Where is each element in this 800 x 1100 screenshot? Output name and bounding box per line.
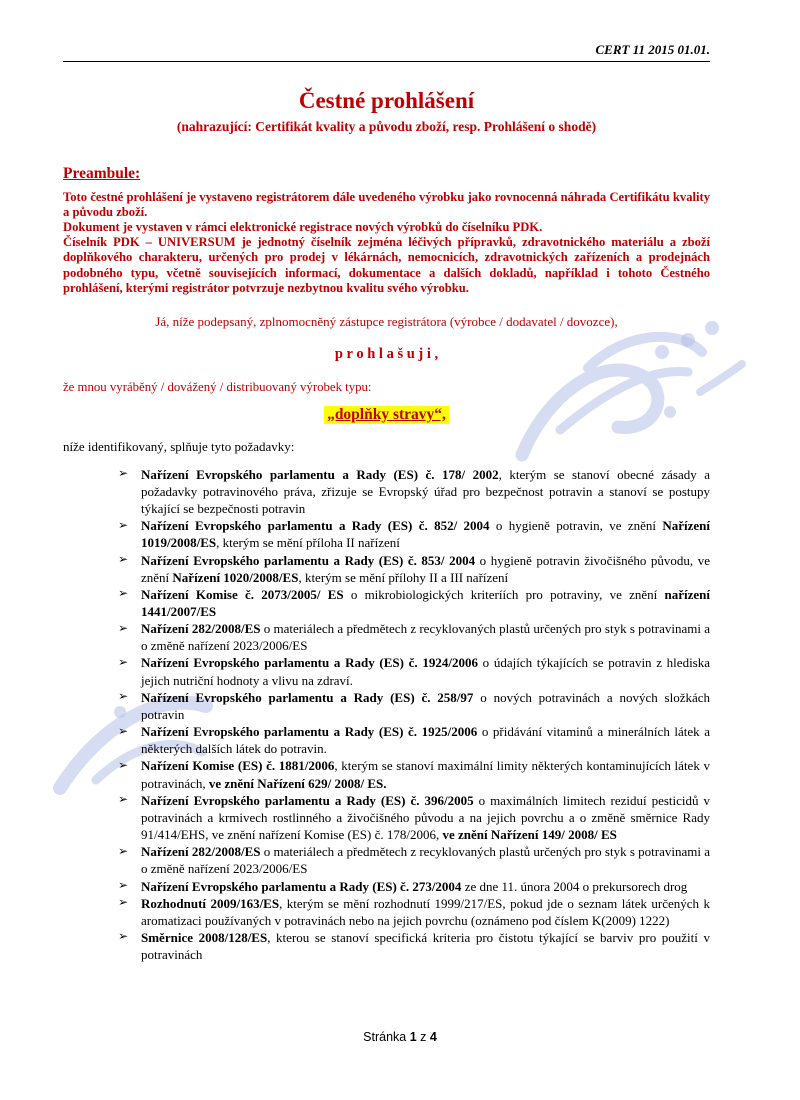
requirement-text-segment: , kterým se mění přílohy II a III nařízení (298, 569, 509, 585)
requirement-text-segment: Nařízení 282/2008/ES (141, 621, 261, 637)
declaration-intro: Já, níže podepsaný, zplnomocněný zástupce registrátora (výrobce / dodavatel / dovozce), (155, 313, 618, 329)
product-line: že mnou vyráběný / dovážený / distribuovaný výrobek typu: (63, 379, 372, 394)
requirement-item (118, 757, 710, 791)
requirement-text-segment: Nařízení Evropského parlamentu a Rady (ES) č. 258/97 (141, 689, 474, 705)
requirement-text-segment: Rozhodnutí 2009/163/ES (141, 895, 280, 911)
requirement-text-segment: Nařízení Komise (ES) č. 1881/2006 (141, 758, 335, 774)
list-bullet-icon: ➢ (118, 517, 129, 532)
list-bullet-icon: ➢ (118, 466, 129, 481)
requirements-list (118, 466, 710, 964)
list-bullet-icon: ➢ (118, 929, 129, 944)
requirement-item (118, 723, 710, 757)
requirement-item (118, 792, 710, 843)
list-bullet-icon: ➢ (118, 792, 129, 807)
requirement-text-segment: Nařízení Evropského parlamentu a Rady (ES) č. 396/2005 (141, 792, 474, 808)
footer-page-number: 1 (409, 1030, 417, 1044)
preamble-paragraph-2: Dokument je vystaven v rámci elektronické registrace nových výrobků do číselníku PDK. (63, 220, 543, 235)
requirement-item (118, 517, 710, 551)
preamble-paragraph-3: Číselník PDK – UNIVERSUM je jednotný číselník zejména léčivých přípravků, zdravotnického materiálu a zboží doplňkového charakteru, určených pro prodej v lékárnách, nemocnicích, zdravotnických zařízeních a prodejnách podobného typu, včetně souvisejících informací, dokumentace a dalších dokladů, například i tohoto Čestného prohlášení, kterými registrátor potvrzuje nezbytnou kvalitu svého výrobku. (63, 235, 710, 295)
list-bullet-icon: ➢ (118, 895, 129, 910)
requirement-text-segment: ve znění Nařízení 629/ 2008/ ES. (208, 775, 387, 791)
requirement-text-segment: Nařízení Evropského parlamentu a Rady (ES) č. 273/2004 (141, 878, 462, 894)
requirement-text-segment: o nových potravinách a nových složkách potravin (141, 689, 711, 722)
declaration-verb: p r o h l a š u j i , (334, 345, 439, 362)
requirement-text-segment: o mikrobiologických kriteríích pro potraviny, ve znění (343, 586, 665, 602)
product-type-wrap (63, 406, 710, 424)
requirement-text-segment: , kterým se stanoví obecné zásady a požadavky potravinového práva, zřizuje se Evropský úřad pro bezpečnost potravin a stanoví se postupy týkající se bezpečnosti potravin (141, 466, 711, 517)
list-bullet-icon: ➢ (118, 843, 129, 858)
document-content (63, 42, 710, 963)
requirement-text-segment: Nařízení Evropského parlamentu a Rady (ES) č. 1925/2006 (141, 724, 478, 740)
document-subtitle: (nahrazující: Certifikát kvality a původu zboží, resp. Prohlášení o shodě) (176, 119, 597, 134)
list-bullet-icon: ➢ (118, 586, 129, 601)
list-bullet-icon: ➢ (118, 878, 129, 893)
requirement-item (118, 552, 710, 586)
requirement-text-segment: o maximálních limitech reziduí pesticidů v potravinách a krmivech rostlinného a živočišného původu a na jejich povrchu a o změně směrnice Rady 91/414/EHS, ve znění nařízení Komise (ES) č. 178/2006, (141, 792, 711, 843)
list-bullet-icon: ➢ (118, 620, 129, 635)
document-title: Čestné prohlášení (298, 88, 475, 113)
requirement-text-segment: o údajích týkajících se potravin z hlediska jejich nutriční hodnoty a vlivu na zdraví. (141, 655, 711, 688)
requirement-text-segment: ze dne 11. února 2004 o prekursorech drog (461, 878, 688, 894)
requirement-text-segment: o materiálech a předmětech z recyklovaných plastů určených pro styk s potravinami a o změně nařízení 2023/2006/ES (141, 621, 710, 654)
requirement-item (118, 586, 710, 620)
requirements-intro: níže identifikovaný, splňuje tyto požadavky: (63, 438, 295, 454)
requirement-item (118, 620, 710, 654)
requirement-item (118, 895, 710, 929)
requirement-item (118, 843, 710, 877)
product-type-highlight: „doplňky stravy“, (324, 406, 449, 424)
requirement-text-segment: , kterým se stanoví maximální limity některých kontaminujících látek v potravinách, (141, 758, 710, 791)
requirement-text-segment: Nařízení 282/2008/ES (141, 844, 261, 860)
requirement-item (118, 929, 710, 963)
requirement-text-segment: Směrnice 2008/128/ES (141, 929, 268, 945)
list-bullet-icon: ➢ (118, 689, 129, 704)
preamble-block (63, 190, 710, 296)
preamble-heading: Preambule: (63, 165, 141, 182)
list-bullet-icon: ➢ (118, 723, 129, 738)
requirement-text-segment: Nařízení Evropského parlamentu a Rady (ES) č. 178/ 2002 (141, 466, 499, 482)
footer-separator: z (416, 1030, 430, 1044)
page-footer (0, 1030, 800, 1044)
requirement-text-segment: , kterým se mění příloha II nařízení (216, 535, 400, 551)
doc-code: CERT 11 2015 01.01. (595, 42, 710, 57)
requirement-text-segment: Nařízení Evropského parlamentu a Rady (ES) č. 853/ 2004 (141, 552, 476, 568)
requirement-text-segment: o přidávání vitaminů a minerálních látek a některých dalších látek do potravin. (141, 724, 711, 757)
requirement-text-segment: o hygieně potravin živočišného původu, ve znění (141, 552, 711, 585)
requirement-text-segment: Nařízení 1020/2008/ES (172, 569, 299, 585)
requirement-text-segment: o materiálech a předmětech z recyklovaných plastů určených pro styk s potravinami a o změně nařízení 2023/2006/ES (141, 844, 710, 877)
requirement-text-segment: o hygieně potravin, ve znění (489, 518, 663, 534)
requirement-text-segment: Nařízení Komise č. 2073/2005/ ES (141, 586, 344, 602)
requirement-item (118, 466, 710, 517)
requirement-item (118, 654, 710, 688)
requirement-text-segment: Nařízení 1019/2008/ES (141, 518, 710, 551)
preamble-paragraph-1: Toto čestné prohlášení je vystaveno registrátorem dále uvedeného výrobku jako rovnocenná náhrada Certifikátu kvality a původu zboží. (63, 190, 710, 220)
requirement-text-segment: nařízení 1441/2007/ES (141, 586, 710, 620)
footer-prefix: Stránka (363, 1030, 410, 1044)
requirement-text-segment: , kterým se mění rozhodnutí 1999/217/ES, pokud jde o seznam látek určených k aromatizaci používaných v potravinách nebo na jejich povrchu (oznámeno pod číslem K(2009) 1222) (141, 895, 710, 928)
requirement-text-segment: ve znění Nařízení 149/ 2008/ ES (442, 827, 617, 843)
requirement-item (118, 878, 710, 895)
list-bullet-icon: ➢ (118, 552, 129, 567)
requirement-item (118, 689, 710, 723)
requirement-text-segment: , kterou se stanoví specifická kriteria pro čistotu týkající se barviv pro použití v potravinách (141, 929, 710, 963)
footer-page-total: 4 (429, 1030, 437, 1044)
list-bullet-icon: ➢ (118, 757, 129, 772)
requirement-text-segment: Nařízení Evropského parlamentu a Rady (ES) č. 852/ 2004 (141, 518, 490, 534)
requirement-text-segment: Nařízení Evropského parlamentu a Rady (ES) č. 1924/2006 (141, 655, 478, 671)
list-bullet-icon: ➢ (118, 654, 129, 669)
header-rule (63, 61, 710, 62)
